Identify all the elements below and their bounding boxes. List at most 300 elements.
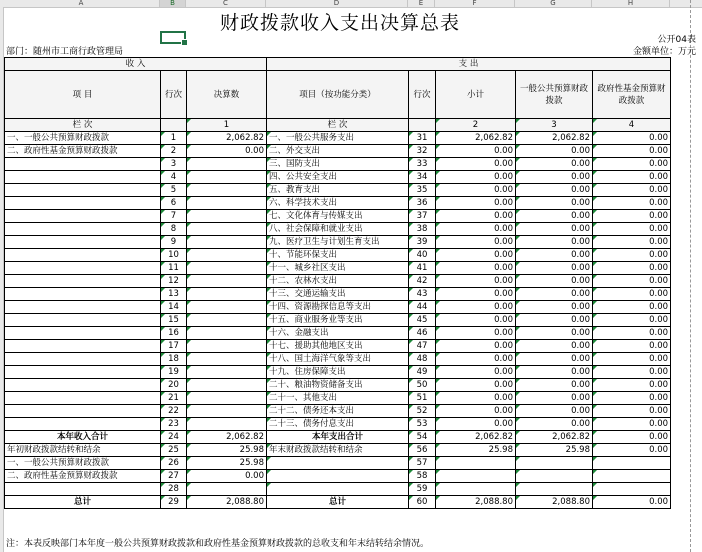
table-row: [5, 379, 671, 392]
subtotal-cell[interactable]: 0.00: [436, 340, 516, 353]
right-item-cell[interactable]: 一、一般公共服务支出: [267, 132, 409, 145]
left-row-no-cell[interactable]: 4: [161, 171, 187, 184]
gov-fund-cell[interactable]: 0.00: [593, 197, 671, 210]
left-amount-cell[interactable]: [187, 340, 267, 353]
subtotal-cell[interactable]: 0.00: [436, 353, 516, 366]
left-item-cell[interactable]: 一、一般公共预算财政拨款: [5, 132, 161, 145]
left-row-no-cell[interactable]: 17: [161, 340, 187, 353]
left-item-cell[interactable]: 二、政府性基金预算财政拨款: [5, 145, 161, 158]
right-item-cell[interactable]: 二十、粮油物资储备支出: [267, 379, 409, 392]
gov-fund-cell[interactable]: 0.00: [593, 223, 671, 236]
gov-fund-cell[interactable]: [593, 483, 671, 496]
col-index-4[interactable]: 4: [593, 119, 671, 132]
gov-fund-cell[interactable]: 0.00: [593, 353, 671, 366]
general-budget-cell[interactable]: [516, 483, 593, 496]
right-row-no-cell[interactable]: 37: [409, 210, 436, 223]
left-amount-cell[interactable]: [187, 483, 267, 496]
right-item-cell[interactable]: 十九、住房保障支出: [267, 366, 409, 379]
header-row-columns: [5, 71, 671, 119]
subtotal-cell[interactable]: 2,062.82: [436, 431, 516, 444]
right-item-cell[interactable]: 十五、商业服务业等支出: [267, 314, 409, 327]
left-item-cell[interactable]: [5, 301, 161, 314]
general-budget-header[interactable]: 一般公共预算财政拨款: [516, 71, 593, 119]
column-header-c[interactable]: C: [186, 0, 266, 7]
left-row-no-cell[interactable]: 2: [161, 145, 187, 158]
expense-header[interactable]: 支 出: [267, 58, 671, 71]
general-budget-cell[interactable]: 0.00: [516, 366, 593, 379]
left-row-no-cell[interactable]: 22: [161, 405, 187, 418]
table-row: [5, 249, 671, 262]
right-row-no-cell[interactable]: 60: [409, 496, 436, 509]
gov-fund-cell[interactable]: 0.00: [593, 418, 671, 431]
table-row: [5, 158, 671, 171]
right-row-no-cell[interactable]: 58: [409, 470, 436, 483]
left-row-no-cell[interactable]: 14: [161, 301, 187, 314]
item-header[interactable]: 项 目: [5, 71, 161, 119]
left-amount-cell[interactable]: [187, 379, 267, 392]
left-item-cell[interactable]: 本年收入合计: [5, 431, 161, 444]
subtotal-cell[interactable]: 0.00: [436, 262, 516, 275]
subtotal-cell[interactable]: 25.98: [436, 444, 516, 457]
gov-fund-cell[interactable]: 0.00: [593, 431, 671, 444]
table-row: [5, 431, 671, 444]
left-row-no-cell[interactable]: 24: [161, 431, 187, 444]
gov-fund-cell[interactable]: 0.00: [593, 366, 671, 379]
table-body: [5, 132, 671, 509]
right-item-cell[interactable]: 十八、国土海洋气象等支出: [267, 353, 409, 366]
subtotal-cell[interactable]: 0.00: [436, 418, 516, 431]
right-item-cell[interactable]: 二、外交支出: [267, 145, 409, 158]
subtotal-cell[interactable]: 0.00: [436, 314, 516, 327]
left-item-cell[interactable]: [5, 483, 161, 496]
right-row-no-cell[interactable]: 43: [409, 288, 436, 301]
left-amount-cell[interactable]: [187, 262, 267, 275]
left-row-no-cell[interactable]: 5: [161, 184, 187, 197]
gov-fund-cell[interactable]: 0.00: [593, 288, 671, 301]
general-budget-cell[interactable]: 0.00: [516, 262, 593, 275]
row-no-header[interactable]: 行次: [161, 71, 187, 119]
gov-fund-cell[interactable]: 0.00: [593, 262, 671, 275]
right-item-cell[interactable]: 六、科学技术支出: [267, 197, 409, 210]
left-amount-cell[interactable]: [187, 223, 267, 236]
table-row: [5, 301, 671, 314]
general-budget-cell[interactable]: 0.00: [516, 340, 593, 353]
gov-fund-cell[interactable]: 0.00: [593, 301, 671, 314]
right-row-no-cell[interactable]: 47: [409, 340, 436, 353]
general-budget-cell[interactable]: 0.00: [516, 288, 593, 301]
general-budget-cell[interactable]: 2,062.82: [516, 132, 593, 145]
left-item-cell[interactable]: [5, 158, 161, 171]
right-item-cell[interactable]: 七、文化体育与传媒支出: [267, 210, 409, 223]
left-item-cell[interactable]: [5, 314, 161, 327]
right-row-no-cell[interactable]: 50: [409, 379, 436, 392]
footnote: 注：本表反映部门本年度一般公共预算财政拨款和政府性基金预算财政拨款的总收支和年末结转结余情况。: [6, 539, 430, 549]
left-amount-cell[interactable]: [187, 301, 267, 314]
left-row-no-cell[interactable]: 10: [161, 249, 187, 262]
left-amount-cell[interactable]: 0.00: [187, 145, 267, 158]
left-item-cell[interactable]: [5, 236, 161, 249]
column-header-h[interactable]: H: [592, 0, 670, 7]
gov-fund-cell[interactable]: [593, 470, 671, 483]
left-item-cell[interactable]: [5, 262, 161, 275]
column-header-a[interactable]: A: [3, 0, 160, 7]
subtotal-cell[interactable]: 0.00: [436, 301, 516, 314]
table-row: [5, 288, 671, 301]
left-amount-cell[interactable]: [187, 418, 267, 431]
subtotal-cell[interactable]: 0.00: [436, 366, 516, 379]
general-budget-cell[interactable]: [516, 457, 593, 470]
subtotal-cell[interactable]: 0.00: [436, 158, 516, 171]
right-row-no-cell[interactable]: 48: [409, 353, 436, 366]
general-budget-cell[interactable]: 0.00: [516, 418, 593, 431]
gov-fund-cell[interactable]: 0.00: [593, 145, 671, 158]
left-item-cell[interactable]: [5, 405, 161, 418]
subtotal-cell[interactable]: 0.00: [436, 171, 516, 184]
right-item-cell[interactable]: 二十一、其他支出: [267, 392, 409, 405]
right-row-no-cell[interactable]: 53: [409, 418, 436, 431]
gov-fund-cell[interactable]: 0.00: [593, 210, 671, 223]
table-row: [5, 418, 671, 431]
gov-fund-cell[interactable]: 0.00: [593, 132, 671, 145]
left-row-no-cell[interactable]: 1: [161, 132, 187, 145]
left-row-no-cell[interactable]: 18: [161, 353, 187, 366]
table-row: [5, 327, 671, 340]
right-item-cell[interactable]: [267, 483, 409, 496]
gov-fund-cell[interactable]: 0.00: [593, 392, 671, 405]
left-amount-cell[interactable]: [187, 184, 267, 197]
left-item-cell[interactable]: [5, 353, 161, 366]
general-budget-cell[interactable]: 0.00: [516, 197, 593, 210]
gov-fund-cell[interactable]: 0.00: [593, 496, 671, 509]
left-row-no-cell[interactable]: 7: [161, 210, 187, 223]
gov-fund-cell[interactable]: 0.00: [593, 158, 671, 171]
table-row: [5, 496, 671, 509]
department-label: 部门：随州市工商行政管理局: [6, 47, 124, 57]
left-row-no-cell[interactable]: 6: [161, 197, 187, 210]
right-item-cell[interactable]: 十二、农林水支出: [267, 275, 409, 288]
right-item-cell[interactable]: 十三、交通运输支出: [267, 288, 409, 301]
table-row: [5, 405, 671, 418]
general-budget-cell[interactable]: 0.00: [516, 327, 593, 340]
table-row: [5, 314, 671, 327]
table-row: [5, 145, 671, 158]
right-row-no-cell[interactable]: 51: [409, 392, 436, 405]
general-budget-cell[interactable]: 0.00: [516, 314, 593, 327]
left-item-cell[interactable]: [5, 366, 161, 379]
left-item-cell[interactable]: [5, 327, 161, 340]
left-item-cell[interactable]: [5, 418, 161, 431]
left-row-no-cell[interactable]: 23: [161, 418, 187, 431]
table-row: [5, 223, 671, 236]
report-title: 财政拨款收入支出决算总表: [219, 12, 460, 34]
left-row-no-cell[interactable]: 16: [161, 327, 187, 340]
table-row: [5, 197, 671, 210]
subtotal-header[interactable]: 小计: [436, 71, 516, 119]
left-item-cell[interactable]: 年初财政拨款结转和结余: [5, 444, 161, 457]
table-row: [5, 392, 671, 405]
left-amount-cell[interactable]: [187, 171, 267, 184]
left-amount-cell[interactable]: 2,062.82: [187, 431, 267, 444]
general-budget-cell[interactable]: 0.00: [516, 210, 593, 223]
right-row-no-cell[interactable]: 32: [409, 145, 436, 158]
general-budget-cell[interactable]: 0.00: [516, 249, 593, 262]
right-row-no-cell[interactable]: 38: [409, 223, 436, 236]
left-amount-cell[interactable]: 25.98: [187, 457, 267, 470]
header-row-sections: [5, 58, 671, 71]
row-no-header-2[interactable]: 行次: [409, 71, 436, 119]
left-amount-cell[interactable]: 25.98: [187, 444, 267, 457]
final-accounts-table: [4, 57, 671, 509]
right-item-cell[interactable]: 总计: [267, 496, 409, 509]
left-item-cell[interactable]: [5, 223, 161, 236]
col-label-2[interactable]: 栏 次: [267, 119, 409, 132]
left-item-cell[interactable]: [5, 197, 161, 210]
table-row: [5, 275, 671, 288]
left-row-no-cell[interactable]: 8: [161, 223, 187, 236]
left-amount-cell[interactable]: 2,088.80: [187, 496, 267, 509]
left-item-cell[interactable]: [5, 249, 161, 262]
general-budget-cell[interactable]: [516, 470, 593, 483]
general-budget-cell[interactable]: 0.00: [516, 236, 593, 249]
right-row-no-cell[interactable]: 41: [409, 262, 436, 275]
right-item-cell[interactable]: 十四、资源勘探信息等支出: [267, 301, 409, 314]
right-item-cell[interactable]: 年末财政拨款结转和结余: [267, 444, 409, 457]
gov-fund-cell[interactable]: 0.00: [593, 314, 671, 327]
subtotal-cell[interactable]: 0.00: [436, 197, 516, 210]
gov-fund-cell[interactable]: [593, 457, 671, 470]
col-index-2[interactable]: 2: [436, 119, 516, 132]
right-row-no-cell[interactable]: 46: [409, 327, 436, 340]
general-budget-cell[interactable]: 0.00: [516, 184, 593, 197]
general-budget-cell[interactable]: 0.00: [516, 353, 593, 366]
table-row: [5, 457, 671, 470]
left-row-no-cell[interactable]: 29: [161, 496, 187, 509]
income-header[interactable]: 收 入: [5, 58, 267, 71]
right-row-no-cell[interactable]: 42: [409, 275, 436, 288]
left-row-no-cell[interactable]: 11: [161, 262, 187, 275]
left-amount-cell[interactable]: [187, 249, 267, 262]
gov-fund-cell[interactable]: 0.00: [593, 405, 671, 418]
gov-fund-cell[interactable]: 0.00: [593, 236, 671, 249]
subtotal-cell[interactable]: 0.00: [436, 184, 516, 197]
column-header-bar: [0, 0, 702, 8]
left-amount-cell[interactable]: [187, 210, 267, 223]
general-budget-cell[interactable]: 0.00: [516, 171, 593, 184]
subtotal-cell[interactable]: 0.00: [436, 327, 516, 340]
right-row-no-cell[interactable]: 34: [409, 171, 436, 184]
right-row-no-cell[interactable]: 56: [409, 444, 436, 457]
table-row: [5, 353, 671, 366]
right-item-cell[interactable]: 五、教育支出: [267, 184, 409, 197]
right-row-no-cell[interactable]: 36: [409, 197, 436, 210]
subtotal-cell[interactable]: 0.00: [436, 275, 516, 288]
right-row-no-cell[interactable]: 52: [409, 405, 436, 418]
subtotal-cell[interactable]: 0.00: [436, 145, 516, 158]
table-row: [5, 366, 671, 379]
table-row: [5, 340, 671, 353]
left-row-no-cell[interactable]: 3: [161, 158, 187, 171]
func-item-header[interactable]: 项目（按功能分类）: [267, 71, 409, 119]
left-row-no-cell[interactable]: 9: [161, 236, 187, 249]
right-row-no-cell[interactable]: 59: [409, 483, 436, 496]
col-index-1[interactable]: 1: [187, 119, 267, 132]
right-row-no-cell[interactable]: 31: [409, 132, 436, 145]
column-header-d[interactable]: D: [266, 0, 408, 7]
left-item-cell[interactable]: 一、一般公共预算财政拨款: [5, 457, 161, 470]
right-row-no-cell[interactable]: 54: [409, 431, 436, 444]
gov-fund-cell[interactable]: 0.00: [593, 327, 671, 340]
right-row-no-cell[interactable]: 39: [409, 236, 436, 249]
left-row-no-cell[interactable]: 25: [161, 444, 187, 457]
left-item-cell[interactable]: [5, 379, 161, 392]
left-item-cell[interactable]: [5, 275, 161, 288]
col-index-3[interactable]: 3: [516, 119, 593, 132]
column-index-row: [5, 119, 671, 132]
left-amount-cell[interactable]: [187, 314, 267, 327]
right-item-cell[interactable]: 十七、援助其他地区支出: [267, 340, 409, 353]
gov-fund-cell[interactable]: 0.00: [593, 340, 671, 353]
general-budget-cell[interactable]: 2,088.80: [516, 496, 593, 509]
unit-label: 金额单位：万元: [632, 47, 696, 57]
general-budget-cell[interactable]: 0.00: [516, 405, 593, 418]
right-item-cell[interactable]: [267, 470, 409, 483]
left-amount-cell[interactable]: [187, 236, 267, 249]
column-header-e[interactable]: E: [408, 0, 435, 7]
left-amount-cell[interactable]: [187, 353, 267, 366]
subtotal-cell[interactable]: [436, 470, 516, 483]
right-item-cell[interactable]: 十一、城乡社区支出: [267, 262, 409, 275]
general-budget-cell[interactable]: 25.98: [516, 444, 593, 457]
general-budget-cell[interactable]: 0.00: [516, 223, 593, 236]
right-item-cell[interactable]: 九、医疗卫生与计划生育支出: [267, 236, 409, 249]
left-row-no-cell[interactable]: 13: [161, 288, 187, 301]
left-item-cell[interactable]: 二、政府性基金预算财政拨款: [5, 470, 161, 483]
gov-fund-cell[interactable]: 0.00: [593, 379, 671, 392]
subtotal-cell[interactable]: [436, 457, 516, 470]
left-amount-cell[interactable]: [187, 197, 267, 210]
general-budget-cell[interactable]: 0.00: [516, 392, 593, 405]
right-item-cell[interactable]: 十、节能环保支出: [267, 249, 409, 262]
table-row: [5, 210, 671, 223]
left-row-no-cell[interactable]: 26: [161, 457, 187, 470]
general-budget-cell[interactable]: 0.00: [516, 145, 593, 158]
right-item-cell[interactable]: 二十二、债务还本支出: [267, 405, 409, 418]
gov-fund-cell[interactable]: 0.00: [593, 249, 671, 262]
subtotal-cell[interactable]: 0.00: [436, 379, 516, 392]
subtotal-cell[interactable]: 0.00: [436, 288, 516, 301]
right-item-cell[interactable]: 四、公共安全支出: [267, 171, 409, 184]
left-amount-cell[interactable]: 2,062.82: [187, 132, 267, 145]
left-amount-cell[interactable]: [187, 158, 267, 171]
gov-fund-header[interactable]: 政府性基金预算财政拨款: [593, 71, 671, 119]
right-item-cell[interactable]: 三、国防支出: [267, 158, 409, 171]
column-header-b[interactable]: B: [160, 0, 186, 7]
gov-fund-cell[interactable]: 0.00: [593, 275, 671, 288]
left-amount-cell[interactable]: 0.00: [187, 470, 267, 483]
general-budget-cell[interactable]: 0.00: [516, 275, 593, 288]
right-item-cell[interactable]: 二十三、债务付息支出: [267, 418, 409, 431]
subtotal-cell[interactable]: [436, 483, 516, 496]
right-item-cell[interactable]: 八、社会保障和就业支出: [267, 223, 409, 236]
budget-amount-header[interactable]: 决算数: [187, 71, 267, 119]
left-row-no-cell[interactable]: 20: [161, 379, 187, 392]
right-row-no-cell[interactable]: 40: [409, 249, 436, 262]
table-row: [5, 236, 671, 249]
left-item-cell[interactable]: [5, 392, 161, 405]
subtotal-cell[interactable]: 0.00: [436, 405, 516, 418]
page-break-line: [690, 0, 692, 552]
general-budget-cell[interactable]: 2,062.82: [516, 431, 593, 444]
left-amount-cell[interactable]: [187, 366, 267, 379]
subtotal-cell[interactable]: 0.00: [436, 223, 516, 236]
general-budget-cell[interactable]: 0.00: [516, 301, 593, 314]
table-row: [5, 483, 671, 496]
gov-fund-cell[interactable]: 0.00: [593, 171, 671, 184]
table-row: [5, 171, 671, 184]
left-row-no-cell[interactable]: 28: [161, 483, 187, 496]
left-row-no-cell[interactable]: 27: [161, 470, 187, 483]
table-row: [5, 444, 671, 457]
left-row-no-cell[interactable]: 15: [161, 314, 187, 327]
right-row-no-cell[interactable]: 49: [409, 366, 436, 379]
right-row-no-cell[interactable]: 35: [409, 184, 436, 197]
column-header-f[interactable]: F: [435, 0, 515, 7]
right-row-no-cell[interactable]: 44: [409, 301, 436, 314]
col-index-blank[interactable]: [161, 119, 187, 132]
left-item-cell[interactable]: [5, 184, 161, 197]
left-amount-cell[interactable]: [187, 392, 267, 405]
right-row-no-cell[interactable]: 45: [409, 314, 436, 327]
left-item-cell[interactable]: 总计: [5, 496, 161, 509]
right-row-no-cell[interactable]: 33: [409, 158, 436, 171]
left-amount-cell[interactable]: [187, 405, 267, 418]
general-budget-cell[interactable]: 0.00: [516, 379, 593, 392]
right-row-no-cell[interactable]: 57: [409, 457, 436, 470]
table-row: [5, 184, 671, 197]
table-row: [5, 132, 671, 145]
subtotal-cell[interactable]: 2,062.82: [436, 132, 516, 145]
gov-fund-cell[interactable]: 0.00: [593, 444, 671, 457]
left-item-cell[interactable]: [5, 210, 161, 223]
general-budget-cell[interactable]: 0.00: [516, 158, 593, 171]
table-row: [5, 470, 671, 483]
subtotal-cell[interactable]: 0.00: [436, 236, 516, 249]
left-item-cell[interactable]: [5, 171, 161, 184]
col-label[interactable]: 栏 次: [5, 119, 161, 132]
right-item-cell[interactable]: 本年支出合计: [267, 431, 409, 444]
right-item-cell[interactable]: 十六、金融支出: [267, 327, 409, 340]
left-row-no-cell[interactable]: 12: [161, 275, 187, 288]
left-amount-cell[interactable]: [187, 275, 267, 288]
left-item-cell[interactable]: [5, 288, 161, 301]
left-amount-cell[interactable]: [187, 327, 267, 340]
gov-fund-cell[interactable]: 0.00: [593, 184, 671, 197]
subtotal-cell[interactable]: 0.00: [436, 249, 516, 262]
form-number: 公开04表: [657, 35, 696, 45]
subtotal-cell[interactable]: 0.00: [436, 392, 516, 405]
subtotal-cell[interactable]: 0.00: [436, 210, 516, 223]
left-row-no-cell[interactable]: 21: [161, 392, 187, 405]
left-row-no-cell[interactable]: 19: [161, 366, 187, 379]
subtotal-cell[interactable]: 2,088.80: [436, 496, 516, 509]
right-item-cell[interactable]: [267, 457, 409, 470]
column-header-g[interactable]: G: [515, 0, 592, 7]
left-amount-cell[interactable]: [187, 288, 267, 301]
col-index-blank-2[interactable]: [409, 119, 436, 132]
left-item-cell[interactable]: [5, 340, 161, 353]
table-row: [5, 262, 671, 275]
selected-cell[interactable]: [160, 31, 186, 44]
